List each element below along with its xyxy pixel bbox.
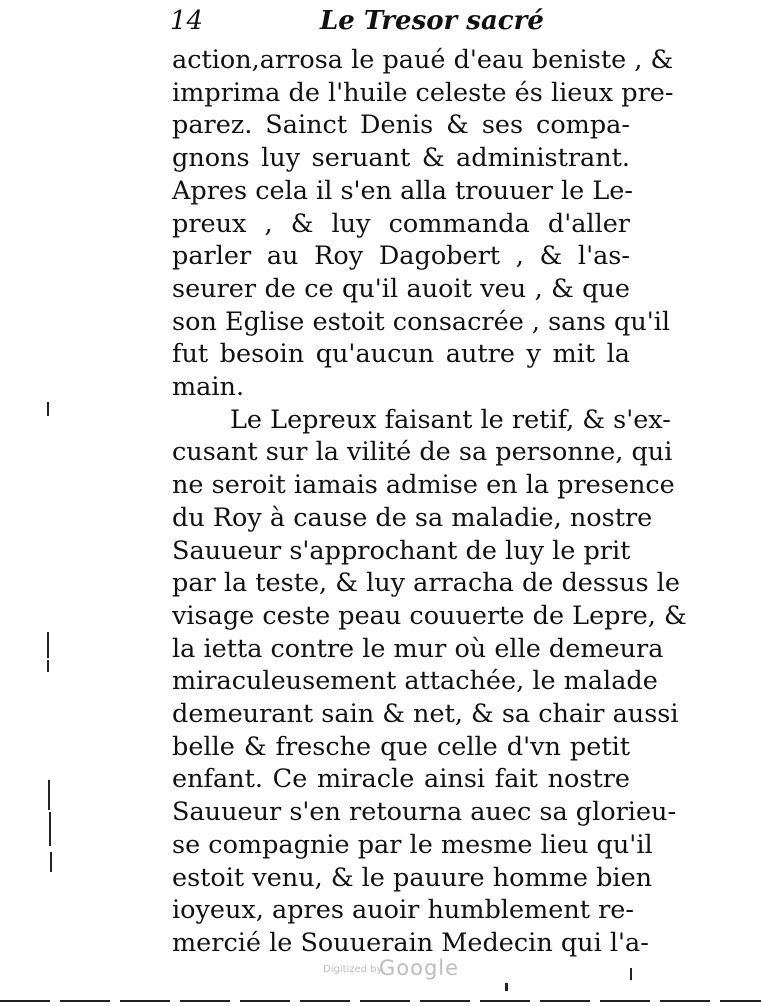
body-text: [172, 44, 687, 960]
running-title: Le Tresor sacré: [320, 6, 544, 36]
page-number: 14: [170, 6, 204, 36]
scan-mark: [47, 660, 49, 672]
scan-mark: [630, 968, 632, 980]
scan-mark: [48, 780, 50, 810]
page-header: [170, 6, 640, 36]
text-line: Sauueur s'en retourna auec sa glorieu-: [172, 797, 677, 828]
text-line: la ietta contre le mur où elle demeura: [172, 633, 664, 664]
scan-mark: [47, 632, 49, 658]
text-line: mercié le Souuerain Medecin qui l'a-: [172, 927, 649, 958]
text-line: gnons luy seruant & administrant.: [172, 143, 630, 174]
text-line: ioyeux, apres auoir humblement re-: [172, 895, 634, 926]
text-line: Sauueur s'approchant de luy le prit: [172, 535, 631, 566]
text-line: demeurant sain & net, & sa chair aussi: [172, 699, 679, 730]
text-line: preux , & luy commanda d'aller: [172, 208, 630, 239]
text-line: Le Lepreux faisant le retif, & s'ex-: [230, 404, 671, 435]
text-line: par la teste, & luy arracha de dessus le: [172, 568, 680, 599]
text-line: imprima de l'huile celeste és lieux pre-: [172, 77, 674, 108]
text-line: miraculeusement attachée, le malade: [172, 666, 658, 697]
watermark-prefix: Digitized by: [323, 964, 383, 975]
scan-mark: [505, 983, 508, 991]
text-line: son Eglise estoit consacrée , sans qu'il: [172, 306, 671, 337]
text-line: belle & fresche que celle d'vn petit: [172, 731, 630, 762]
page-bottom-edge: [0, 1000, 761, 1002]
text-line: estoit venu, & le pauure homme bien: [172, 862, 653, 893]
text-line: Apres cela il s'en alla trouuer le Le-: [172, 175, 634, 206]
text-line: parez. Sainct Denis & ses compa-: [172, 110, 630, 141]
text-line: fut besoin qu'aucun autre y mit la: [172, 339, 630, 370]
text-line: seurer de ce qu'il auoit veu , & que: [172, 273, 630, 304]
text-line: ne seroit iamais admise en la presence: [172, 470, 675, 501]
text-line: cusant sur la vilité de sa personne, qui: [172, 437, 673, 468]
google-logo: Google: [379, 956, 460, 980]
text-line: parler au Roy Dagobert , & l'as-: [172, 241, 630, 272]
text-line: action,arrosa le paué d'eau beniste , &: [172, 45, 674, 75]
text-line: visage ceste peau couuerte de Lepre, &: [172, 600, 687, 631]
text-line: du Roy à cause de sa maladie, nostre: [172, 502, 653, 533]
text-line: main.: [172, 372, 245, 403]
scan-mark: [47, 402, 49, 416]
scan-mark: [50, 852, 52, 872]
scan-mark: [49, 812, 51, 846]
text-line: enfant. Ce miracle ainsi fait nostre: [172, 764, 630, 795]
digitized-watermark: [323, 956, 483, 978]
text-line: se compagnie par le mesme lieu qu'il: [172, 829, 653, 860]
